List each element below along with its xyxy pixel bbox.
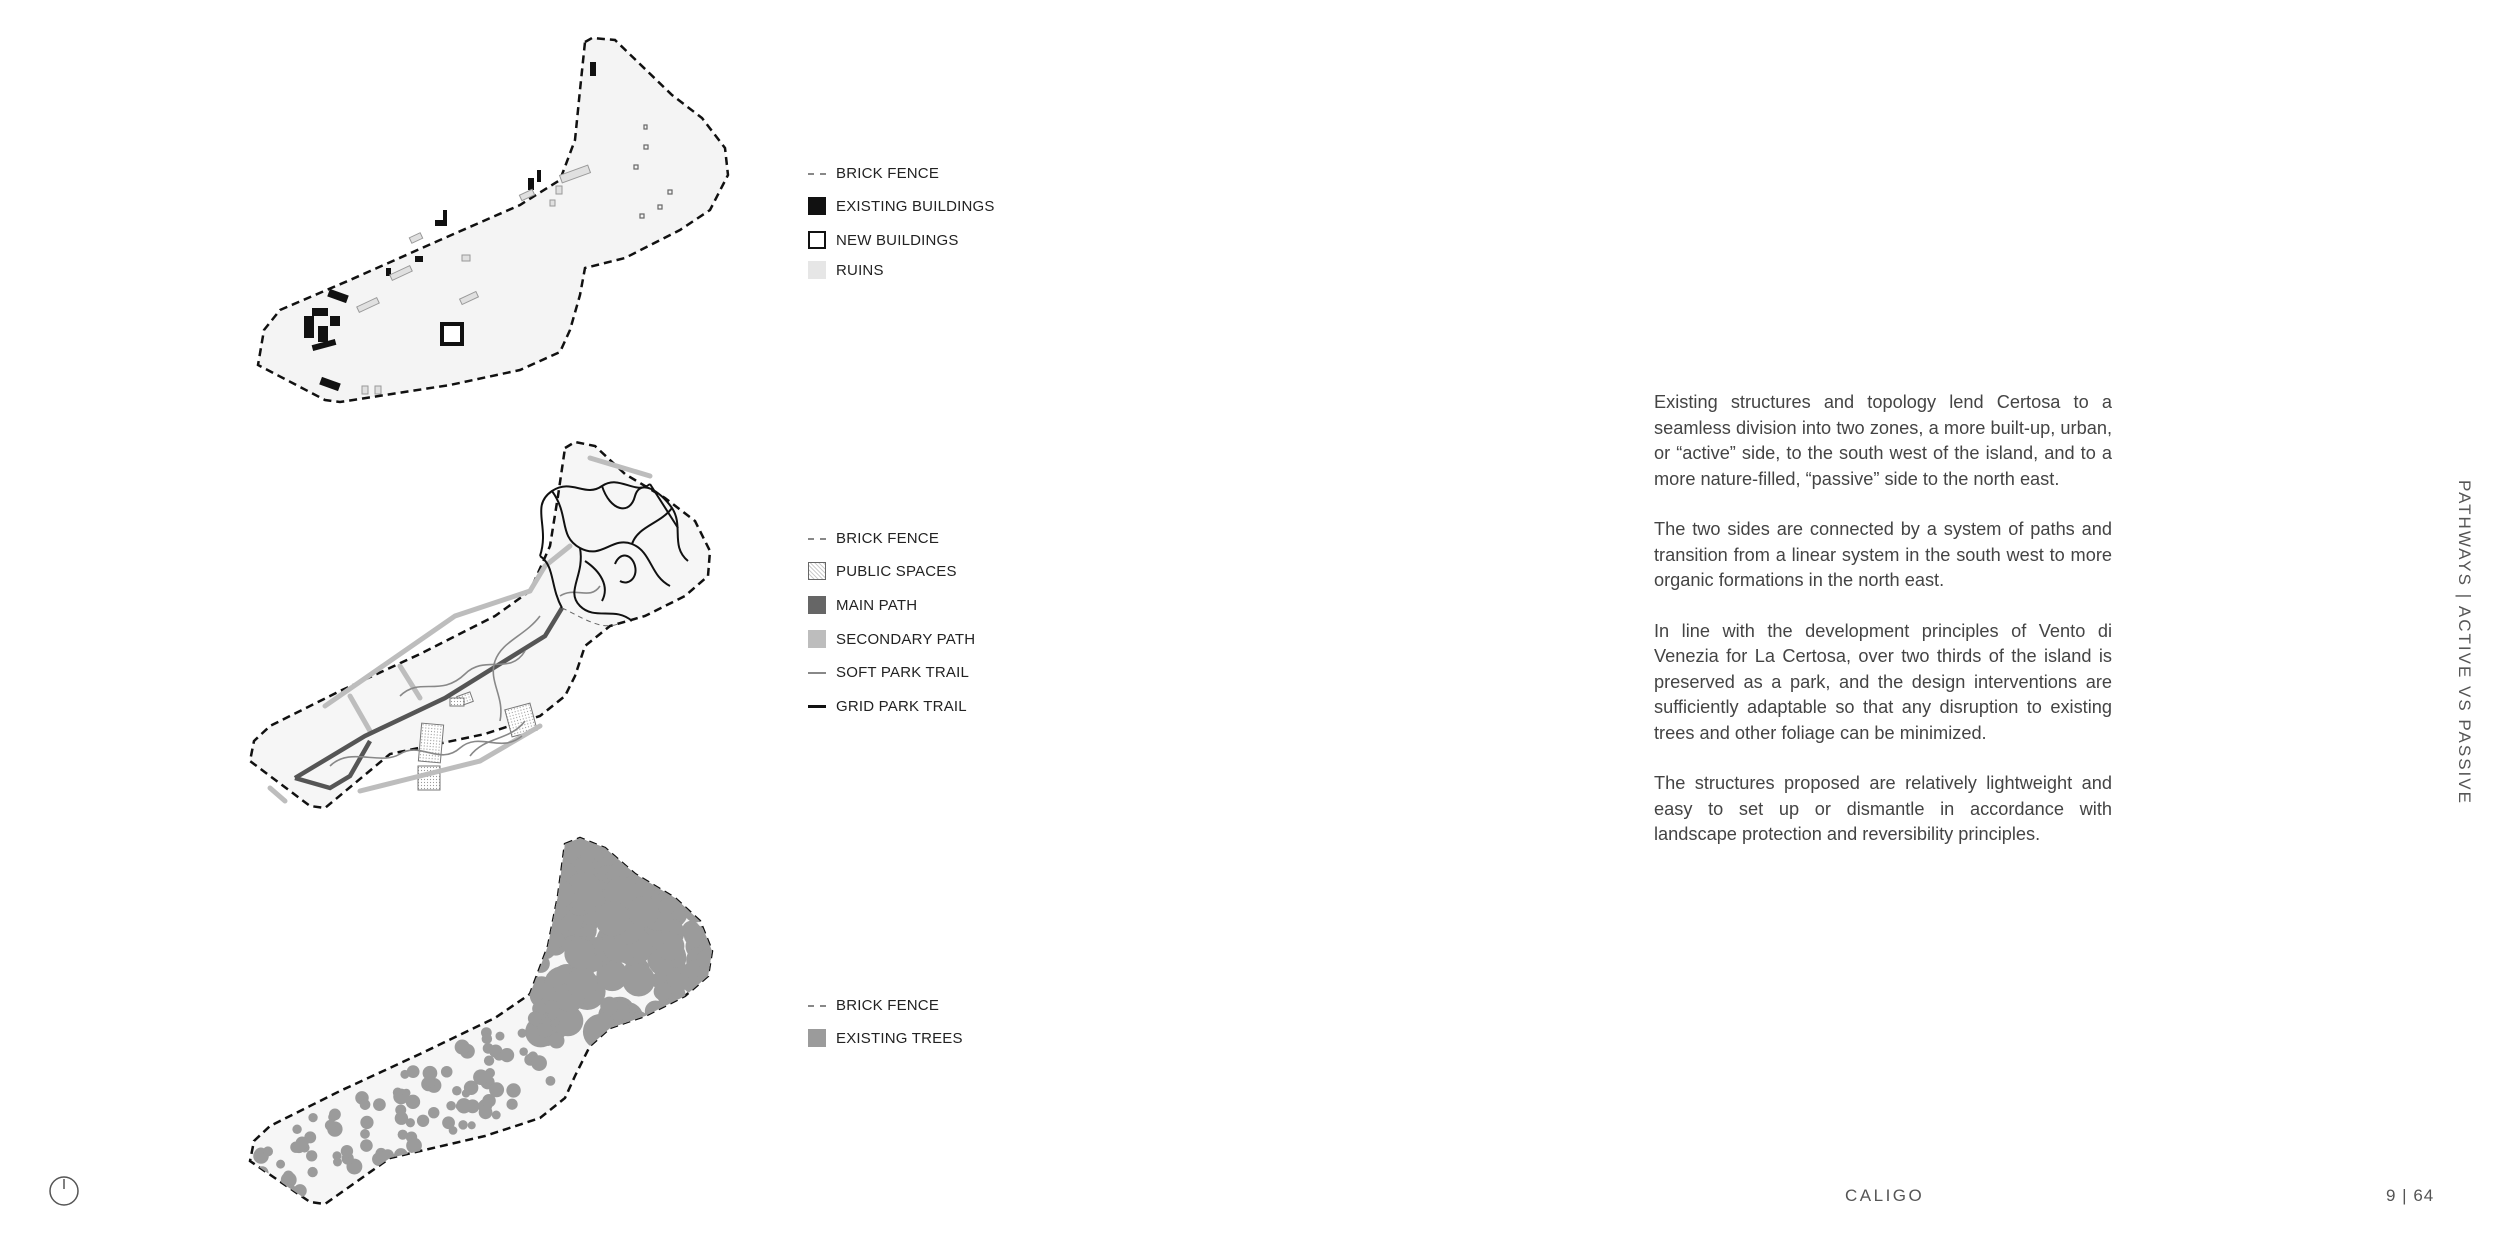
tree xyxy=(260,1201,268,1209)
tree xyxy=(373,1098,386,1111)
tree-canopy xyxy=(689,888,706,905)
tree-canopy xyxy=(654,852,681,879)
tree xyxy=(455,1040,470,1055)
tree-canopy xyxy=(663,1005,692,1034)
footer-brand: CALIGO xyxy=(1845,1186,1925,1205)
tree xyxy=(398,1130,408,1140)
tree-canopy xyxy=(694,894,721,921)
tree-canopy xyxy=(660,846,686,872)
map-pathways xyxy=(240,436,760,816)
legend-row xyxy=(808,165,939,182)
tree xyxy=(531,1055,547,1071)
tree xyxy=(395,1112,408,1125)
tree xyxy=(428,1107,439,1118)
tree-canopy xyxy=(566,968,597,999)
legend-row xyxy=(808,562,957,580)
tree xyxy=(506,1083,520,1097)
tree xyxy=(456,1098,471,1113)
tree xyxy=(546,1076,556,1086)
tree xyxy=(549,1033,565,1049)
legend-row xyxy=(808,997,939,1014)
tree-canopy xyxy=(685,853,711,879)
legend-label: BRICK FENCE xyxy=(836,997,940,1014)
island-outline xyxy=(258,38,728,402)
legend-label: BRICK FENCE xyxy=(836,530,940,547)
legend-row xyxy=(808,698,967,715)
tree-canopy xyxy=(644,861,665,882)
tree xyxy=(400,1070,409,1079)
legend-row xyxy=(808,197,995,215)
tree xyxy=(442,1116,455,1129)
tree-canopy xyxy=(684,962,700,978)
legend-row xyxy=(808,630,975,648)
tree-canopy xyxy=(693,986,719,1012)
tree-canopy xyxy=(691,1004,728,1041)
legend-label: RUINS xyxy=(836,261,884,279)
fence-swatch xyxy=(808,1005,826,1007)
side-title: PATHWAYS | ACTIVE VS PASSIVE xyxy=(2455,480,2474,805)
tree-canopy xyxy=(583,1014,619,1050)
soft-trail-swatch xyxy=(808,672,826,674)
tree xyxy=(484,1056,494,1066)
legend-row xyxy=(808,231,959,249)
tree-canopy xyxy=(600,997,618,1015)
tree xyxy=(264,1182,273,1191)
tree xyxy=(360,1129,370,1139)
paragraph: The two sides are connected by a system of paths and transition from a linear system in the south west to more organic formations in the north east. xyxy=(1654,519,2112,590)
tree xyxy=(462,1089,470,1097)
new-building xyxy=(442,324,462,344)
tree-canopy xyxy=(622,964,655,997)
tree xyxy=(518,1029,527,1038)
legend-label: GRID PARK TRAIL xyxy=(836,698,967,715)
tree xyxy=(325,1120,336,1131)
tree-canopy xyxy=(636,850,662,876)
legend-label: EXISTING BUILDINGS xyxy=(836,197,995,215)
legend-label: SECONDARY PATH xyxy=(836,630,976,648)
tree xyxy=(528,1012,542,1026)
paragraph: Existing structures and topology lend Certosa to a seamless division into two zones, a more built-up, urban, or “active” side, to the south west of the island, and to a more nature-filled, “passive” side to the north east. xyxy=(1654,392,2112,489)
tree xyxy=(482,1094,496,1108)
legend-label: PUBLIC SPACES xyxy=(836,562,957,580)
tree-canopy xyxy=(706,840,723,857)
tree-canopy xyxy=(697,990,731,1024)
legend-row xyxy=(808,664,969,681)
legend-row xyxy=(808,596,917,614)
tree xyxy=(482,1033,493,1044)
public-spaces-swatch xyxy=(808,562,826,580)
tree xyxy=(500,1048,514,1062)
map-buildings xyxy=(240,30,760,420)
tree xyxy=(285,1196,295,1206)
existing-buildings-swatch xyxy=(808,197,826,215)
tree xyxy=(406,1138,422,1154)
tree xyxy=(452,1086,461,1095)
fence-swatch xyxy=(808,538,826,540)
paragraph: The structures proposed are relatively lightweight and easy to set up or dismantle in accordance with landscape protection and reversibility principles. xyxy=(1654,773,2112,844)
tree xyxy=(492,1111,501,1120)
island-outline xyxy=(250,442,710,808)
new-buildings-swatch xyxy=(808,231,826,249)
tree xyxy=(446,1101,456,1111)
tree-canopy xyxy=(680,959,717,996)
paragraph: In line with the development principles of Vento di Venezia for La Certosa, over two thirds of the island is preserved as a park, and the design interventions are sufficiently adaptable so that any disruption to existing trees and other foliage can be minimized. xyxy=(1654,620,2112,743)
fence-swatch xyxy=(808,173,826,175)
legend-label: BRICK FENCE xyxy=(836,165,940,182)
legend-label: MAIN PATH xyxy=(836,596,918,614)
tree xyxy=(292,1125,301,1134)
tree xyxy=(402,1089,410,1097)
power-icon[interactable] xyxy=(48,1175,80,1207)
tree xyxy=(341,1145,353,1157)
tree xyxy=(256,1166,268,1178)
tree-canopy xyxy=(532,869,555,892)
tree-canopy xyxy=(659,1008,686,1035)
legend-row xyxy=(808,530,939,547)
tree-canopy xyxy=(632,1011,648,1027)
tree-canopy xyxy=(628,896,659,927)
tree xyxy=(295,1137,308,1150)
map-trees xyxy=(240,836,760,1216)
tree xyxy=(548,1011,557,1020)
tree-canopy xyxy=(654,983,672,1001)
tree xyxy=(263,1146,273,1156)
tree-canopy xyxy=(677,870,694,887)
ruins-swatch xyxy=(808,261,826,279)
tree xyxy=(495,1032,504,1041)
tree xyxy=(441,1066,453,1078)
legend-label: EXISTING TREES xyxy=(836,1029,963,1047)
tree xyxy=(381,1149,394,1162)
main-path-swatch xyxy=(808,596,826,614)
tree xyxy=(458,1120,467,1129)
tree-canopy xyxy=(526,899,556,929)
tree xyxy=(417,1115,429,1127)
tree xyxy=(468,1121,476,1129)
legend-label: NEW BUILDINGS xyxy=(836,231,959,249)
tree-canopy xyxy=(659,898,676,915)
tree xyxy=(276,1160,285,1169)
tree xyxy=(306,1150,317,1161)
tree xyxy=(333,1158,342,1167)
tree xyxy=(329,1109,341,1121)
page-number: 9 | 64 xyxy=(2386,1186,2435,1205)
tree xyxy=(479,1105,493,1119)
tree xyxy=(283,1197,298,1212)
tree xyxy=(308,1113,317,1122)
grid-trail-swatch xyxy=(808,705,826,708)
tree xyxy=(506,1099,517,1110)
tree xyxy=(360,1099,371,1110)
tree xyxy=(360,1139,373,1152)
tree xyxy=(423,1066,438,1081)
legend-row xyxy=(808,1029,963,1047)
tree xyxy=(360,1116,373,1129)
tree-canopy xyxy=(641,847,669,875)
tree-canopy xyxy=(531,955,549,973)
tree xyxy=(473,1069,489,1085)
tree-canopy xyxy=(682,921,700,939)
tree-canopy xyxy=(684,900,706,922)
body-text xyxy=(1654,390,2112,873)
trees-swatch xyxy=(808,1029,826,1047)
tree-canopy xyxy=(673,868,697,892)
tree-canopy xyxy=(564,938,595,969)
tree-canopy xyxy=(547,880,574,907)
tree xyxy=(307,1167,317,1177)
tree xyxy=(519,1047,528,1056)
legend-row xyxy=(808,261,884,279)
tree-canopy xyxy=(595,901,630,936)
tree-canopy xyxy=(676,996,695,1015)
tree xyxy=(393,1088,403,1098)
secondary-path-swatch xyxy=(808,630,826,648)
tree-canopy xyxy=(683,1014,708,1039)
legend-label: SOFT PARK TRAIL xyxy=(836,664,970,681)
